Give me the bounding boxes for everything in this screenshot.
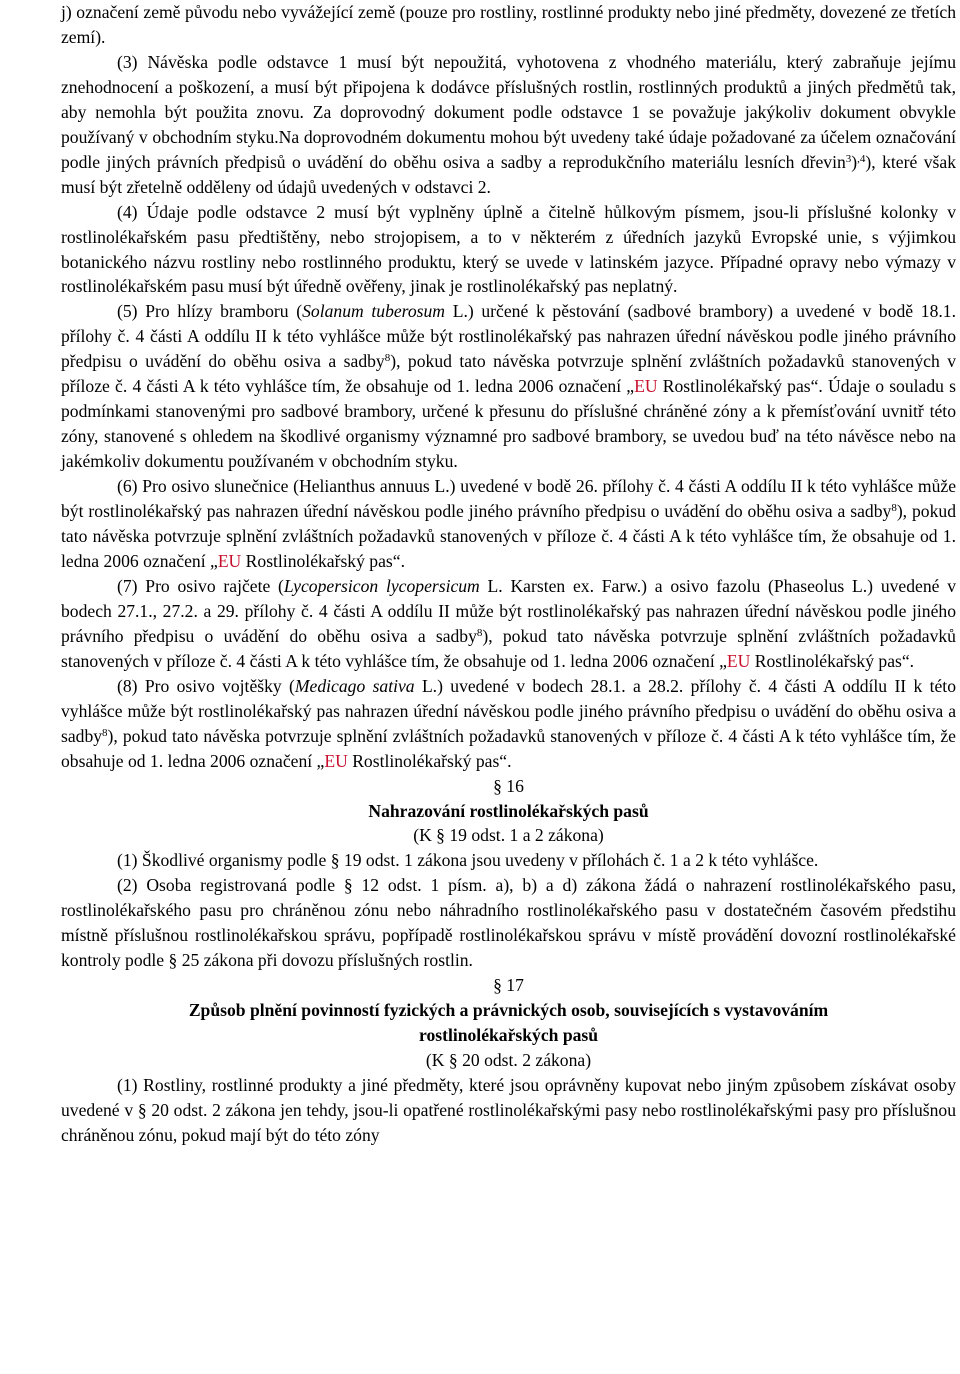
paragraph-text: ), pokud tato návěska potvrzuje splnění zvláštních požadavků stanovených v příloze č. 4 části A k této vyhlášce tím, že obsahuje od 1. ledna 2006 označení „ <box>61 351 956 397</box>
paragraph-text: ), které však musí být zřetelně odděleny od údajů uvedených v odstavci 2. <box>61 151 956 197</box>
paragraph-text: Rostlinolékařský pas“. <box>750 650 915 671</box>
footnote-ref: 8 <box>891 502 897 515</box>
section-16-paragraph-1: (1) Škodlivé organismy podle § 19 odst. 1 zákona jsou uvedeny v přílohách č. 1 a 2 k této vyhlášce. <box>117 850 819 871</box>
section-17-title-line-2: rostlinolékařských pasů <box>418 1025 599 1046</box>
paragraph-8 <box>61 674 956 774</box>
paragraph-text: (5) Pro hlízy bramboru ( <box>117 301 303 322</box>
latin-name: Lycopersicon lycopersicum <box>283 575 480 596</box>
paragraph-text: (6) Pro osivo slunečnice (Helianthus annuus L.) uvedené v bodě 26. přílohy č. 4 části A oddílu II k této vyhlášce může být rostlinolékařský pas nahrazen úřední návěskou podle jiného právního předpisu o uvádění do oběhu osiva a sadby <box>61 476 956 522</box>
paragraph-text: (3) Návěska podle odstavce 1 musí být nepoužitá, vyhotovena z vhodného materiálu, který zabraňuje jejímu znehodnocení a poškození, a musí být připojena k dodávce příslušných rostlin, rostlinných produktů a jiných předmětů tak, aby nemohla být použita znovu. Za doprovodný dokument podle odstavce 1 se považuje jakýkoliv dokument obvykle používaný v obchodním styku.Na doprovodném dokumentu mohou být uvedeny také údaje požadované za účelem označování podle jiných právních předpisů o uvádění do oběhu osiva a sadby a reprodukčního materiálu lesních dřevin <box>61 51 956 172</box>
paragraph-text: j) označení země původu nebo vyvážející země (pouze pro rostliny, rostlinné produkty nebo jiné předměty, dovezené ze třetích zemí). <box>61 2 956 47</box>
footnote-ref: ,4 <box>857 152 866 165</box>
paragraph-text: Rostlinolékařský pas“. Údaje o souladu s podmínkami stanovenými pro sadbové brambory, určené k přesunu do příslušné chráněné zóny a k přemísťování uvnitř této zóny, stanovené s ohledem na škodlivé organismy významné pro sadbové brambory, se uvedou buď na této návěsce nebo na jakémkoliv dokumentu používaném v obchodním styku. <box>61 376 956 472</box>
footnote-ref: 8 <box>384 352 391 365</box>
footnote-ref: 8 <box>102 726 108 739</box>
eu-mark: EU <box>726 650 751 671</box>
paragraph-text: ) <box>851 151 858 172</box>
paragraph-text: (4) Údaje podle odstavce 2 musí být vyplněny úplně a čitelně hůlkovým písmem, jsou-li příslušné kolonky v rostlinolékařském pasu předtištěny, nebo strojopisem, a to v některém z úředních jazyků Evropské unie, s výjimkou botanického názvu rostliny nebo rostlinného produktu, který se uvede v latinském jazyce. Případné opravy nebo výmazy v rostlinolékařském pasu musí být úředně ověřeny, jinak je rostlinolékařský pas neplatný. <box>61 201 956 297</box>
paragraph-text: L. Karsten ex. Farw.) a osivo fazolu (Phaseolus L.) uvedené v bodech 27.1., 27.2. a 29. přílohy č. 4 části A oddílu II může být rostlinolékařský pas nahrazen úřední návěskou podle jiného právního předpisu o uvádění do oběhu osiva a sadby <box>61 575 957 646</box>
latin-name: Solanum tuberosum <box>302 301 446 322</box>
paragraph-text: ), pokud tato návěska potvrzuje splnění zvláštních požadavků stanovených v příloze č. 4 části A k této vyhlášce tím, že obsahuje od 1. ledna 2006 označení „ <box>61 725 956 771</box>
latin-name: Medicago sativa <box>294 675 415 696</box>
eu-mark: EU <box>634 376 658 397</box>
paragraph-5 <box>61 299 956 474</box>
paragraph-text: L.) určené k pěstování (sadbové brambory) a uvedené v bodě 18.1. přílohy č. 4 části A oddílu II k této vyhlášce může být rostlinolékařský pas nahrazen úřední návěskou podle jiného právního předpisu o uvádění do oběhu osiva a sadby <box>61 301 956 372</box>
paragraph-text: Rostlinolékařský pas“. <box>347 750 512 771</box>
section-16-reference: (K § 19 odst. 1 a 2 zákona) <box>413 825 604 846</box>
paragraph-item-j <box>61 0 956 50</box>
eu-mark: EU <box>324 750 348 771</box>
section-16-title: Nahrazování rostlinolékařských pasů <box>368 800 649 821</box>
paragraph-text: L.) uvedené v bodech 28.1. a 28.2. přílohy č. 4 části A oddílu II k této vyhlášce může být rostlinolékařský pas nahrazen úřední návěskou podle jiného právního předpisu o uvádění do oběhu osiva a sadby <box>61 675 956 746</box>
paragraph-text: (7) Pro osivo rajčete ( <box>117 575 284 596</box>
eu-mark: EU <box>217 550 242 571</box>
paragraph-6 <box>61 474 956 574</box>
section-17-reference: (K § 20 odst. 2 zákona) <box>425 1050 592 1071</box>
section-16-number: § 16 <box>493 775 524 796</box>
paragraph-7 <box>61 574 956 674</box>
footnote-ref: 3 <box>845 152 852 165</box>
section-17-number: § 17 <box>493 975 524 996</box>
section-17-paragraph-1: (1) Rostliny, rostlinné produkty a jiné předměty, které jsou oprávněny kupovat nebo jiným způsobem získávat osoby uvedené v § 20 odst. 2 zákona jen tehdy, jsou-li opatřené rostlinolékařskými pasy nebo rostlinolékařskými pasy pro příslušnou chráněnou zónu, pokud mají být do této zóny <box>61 1074 956 1145</box>
paragraph-4 <box>61 200 956 300</box>
section-17-title-line-1: Způsob plnění povinností fyzických a právnických osob, souvisejících s vystavováním <box>188 1000 829 1021</box>
paragraph-text: ), pokud tato návěska potvrzuje splnění zvláštních požadavků stanovených v příloze č. 4 části A k této vyhlášce tím, že obsahuje od 1. ledna 2006 označení „ <box>61 625 956 671</box>
paragraph-3 <box>61 50 956 200</box>
section-16-paragraph-2: (2) Osoba registrovaná podle § 12 odst. 1 písm. a), b) a d) zákona žádá o nahrazení rostlinolékařského pasu, rostlinolékařského pasu pro chráněnou zónu nebo náhradního rostlinolékařského pasu v dostatečném časovém předstihu místně příslušnou rostlinolékařskou správu, popřípadě rostlinolékařskou správu v místě provádění dovozní rostlinolékařské kontroly podle § 25 zákona při dovozu příslušných rostlin. <box>61 875 956 971</box>
paragraph-text: (8) Pro osivo vojtěšky ( <box>117 675 295 696</box>
paragraph-text: Rostlinolékařský pas“. <box>241 550 405 571</box>
paragraph-text: ), pokud tato návěska potvrzuje splnění zvláštních požadavků stanovených v příloze č. 4 části A k této vyhlášce tím, že obsahuje od 1. ledna 2006 označení „ <box>61 501 956 571</box>
footnote-ref: 8 <box>476 626 483 639</box>
